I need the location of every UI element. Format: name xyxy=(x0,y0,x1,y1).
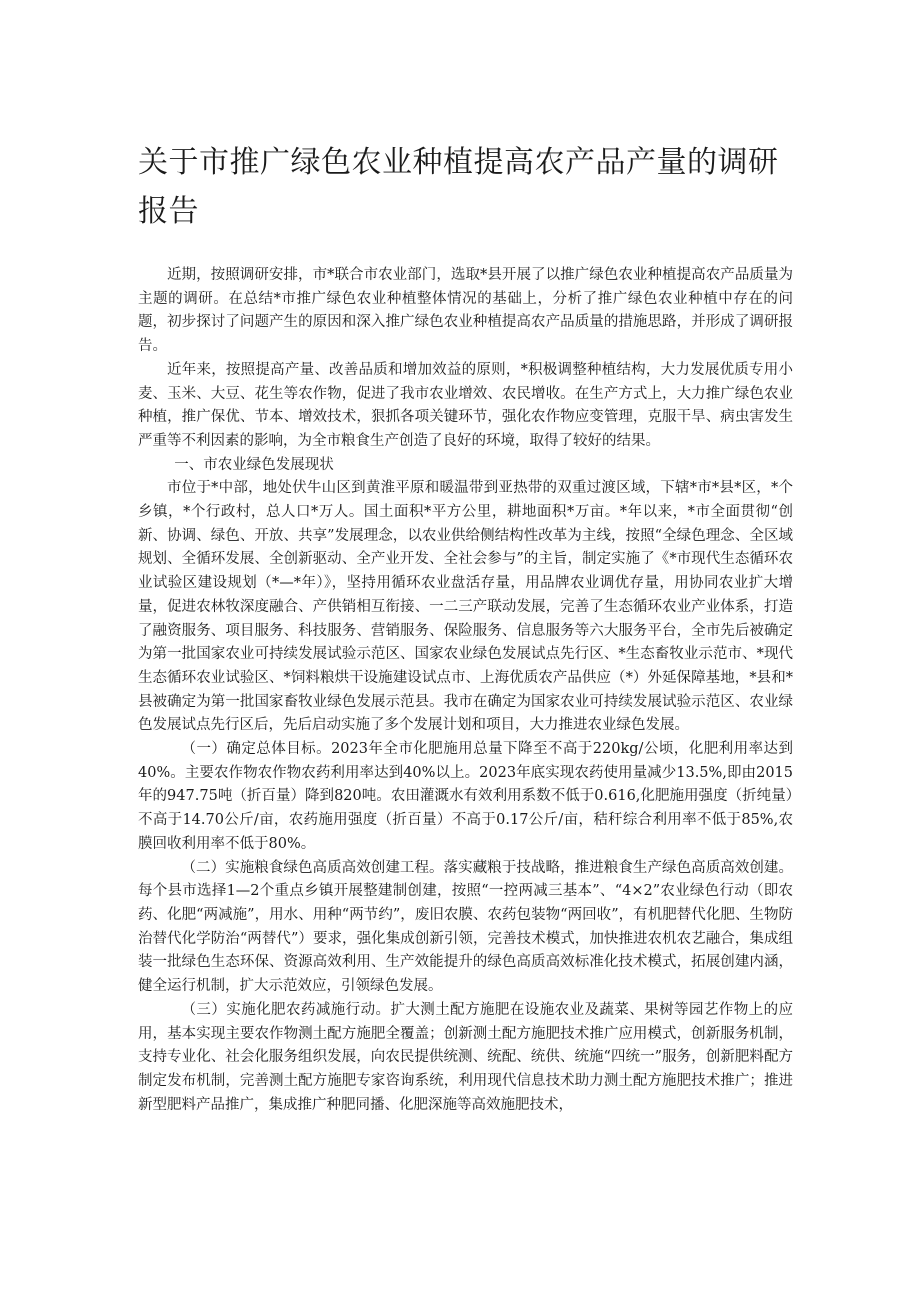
document-body xyxy=(138,264,793,1117)
section-heading: 一、市农业绿色发展现状 xyxy=(174,456,334,473)
document-title: 关于市推广绿色农业种植提高农产品产量的调研报告 xyxy=(138,145,779,229)
fertilizer-reduction-paragraph: （三）实施化肥农药减施行动。扩大测土配方施肥在设施农业及蔬菜、果树等园艺作物上的应用，基本实现主要农作物测土配方施肥全覆盖；创新测土配方施肥技术推广应用模式，创新服务机制，支持专业化、社会化服务组织发展，向农民提供统测、统配、统供、统施“四统一”服务，创新肥料配方制定发布机制，完善测土配方施肥专家咨询系统，利用现代信息技术助力测土配方施肥技术推广；推进新型肥料产品推广，集成推广种肥同播、化肥深施等高效施肥技术， xyxy=(138,1001,793,1113)
document-page xyxy=(138,138,793,1117)
intro-paragraph: 近期，按照调研安排，市*联合市农业部门，选取*县开展了以推广绿色农业种植提高农产品质量为主题的调研。在总结*市推广绿色农业种植整体情况的基础上，分析了推广绿色农业种植中存在的问题，初步探讨了问题产生的原因和深入推广绿色农业种植提高农产品质量的措施思路，并形成了调研报告。 xyxy=(138,267,793,355)
goal-paragraph: （一）确定总体目标。2023年全市化肥施用总量下降至不高于220kg/公顷，化肥利用率达到40%。主要农作物农作物农药利用率达到40%以上。2023年底实现农药使用量减少13.5%,即由2015年的947.75吨（折百量）降到820吨。农田灌溉水有效利用系数不低于0.616,化肥施用强度（折纯量）不高于14.70公斤/亩，农药施用强度（折百量）不高于0.17公斤/亩，秸秆综合利用率不低于85%,农膜回收利用率不低于80%。 xyxy=(138,741,793,852)
status-paragraph: 市位于*中部，地处伏牛山区到黄淮平原和暖温带到亚热带的双重过渡区域，下辖*市*县*区，*个乡镇，*个行政村，总人口*万人。国土面积*平方公里，耕地面积*万亩。*年以来，*市全面贯彻“创新、协调、绿色、开放、共享”发展理念，以农业供给侧结构性改革为主线，按照“全绿色理念、全区域规划、全循环发展、全创新驱动、全产业开发、全社会参与”的主旨，制定实施了《*市现代生态循环农业试验区建设规划（*—*年）》，坚持用循环农业盘活存量，用品牌农业调优存量，用协同农业扩大增量，促进农林牧深度融合、产供销相互衔接、一二三产联动发展，完善了生态循环农业产业体系，打造了融资服务、项目服务、科技服务、营销服务、保险服务、信息服务等六大服务平台，全市先后被确定为第一批国家农业可持续发展试验示范区、国家农业绿色发展试点先行区、*生态畜牧业示范市、*现代生态循环农业试验区、*饲料粮烘干设施建设试点市、上海优质农产品供应（*）外延保障基地，*县和*县被确定为第一批国家畜牧业绿色发展示范县。我市在确定为国家农业可持续发展试验示范区、农业绿色发展试点先行区后，先后启动实施了多个发展计划和项目，大力推进农业绿色发展。 xyxy=(138,480,793,734)
grain-project-paragraph: （二）实施粮食绿色高质高效创建工程。落实藏粮于技战略，推进粮食生产绿色高质高效创建。每个县市选择1—2个重点乡镇开展整建制创建，按照“一控两减三基本”、“4×2”农业绿色行动（即农药、化肥“两减施”，用水、用种“两节约”，废旧农膜、农药包装物“两回收”，有机肥替代化肥、生物防治替代化学防治“两替代”）要求，强化集成创新引领，完善技术模式，加快推进农机农艺融合，集成组装一批绿色生态环保、资源高效利用、生产效能提升的绿色高质高效标准化技术模式，拓展创建内涵，健全运行机制，扩大示范效应，引领绿色发展。 xyxy=(138,859,793,995)
background-paragraph: 近年来，按照提高产量、改善品质和增加效益的原则，*积极调整种植结构，大力发展优质专用小麦、玉米、大豆、花生等农作物，促进了我市农业增效、农民增收。在生产方式上，大力推广绿色农业种植，推广保优、节本、增效技术，狠抓各项关键环节，强化农作物应变管理，克服干旱、病虫害发生严重等不利因素的影响，为全市粮食生产创造了良好的环境，取得了较好的结果。 xyxy=(138,361,793,449)
